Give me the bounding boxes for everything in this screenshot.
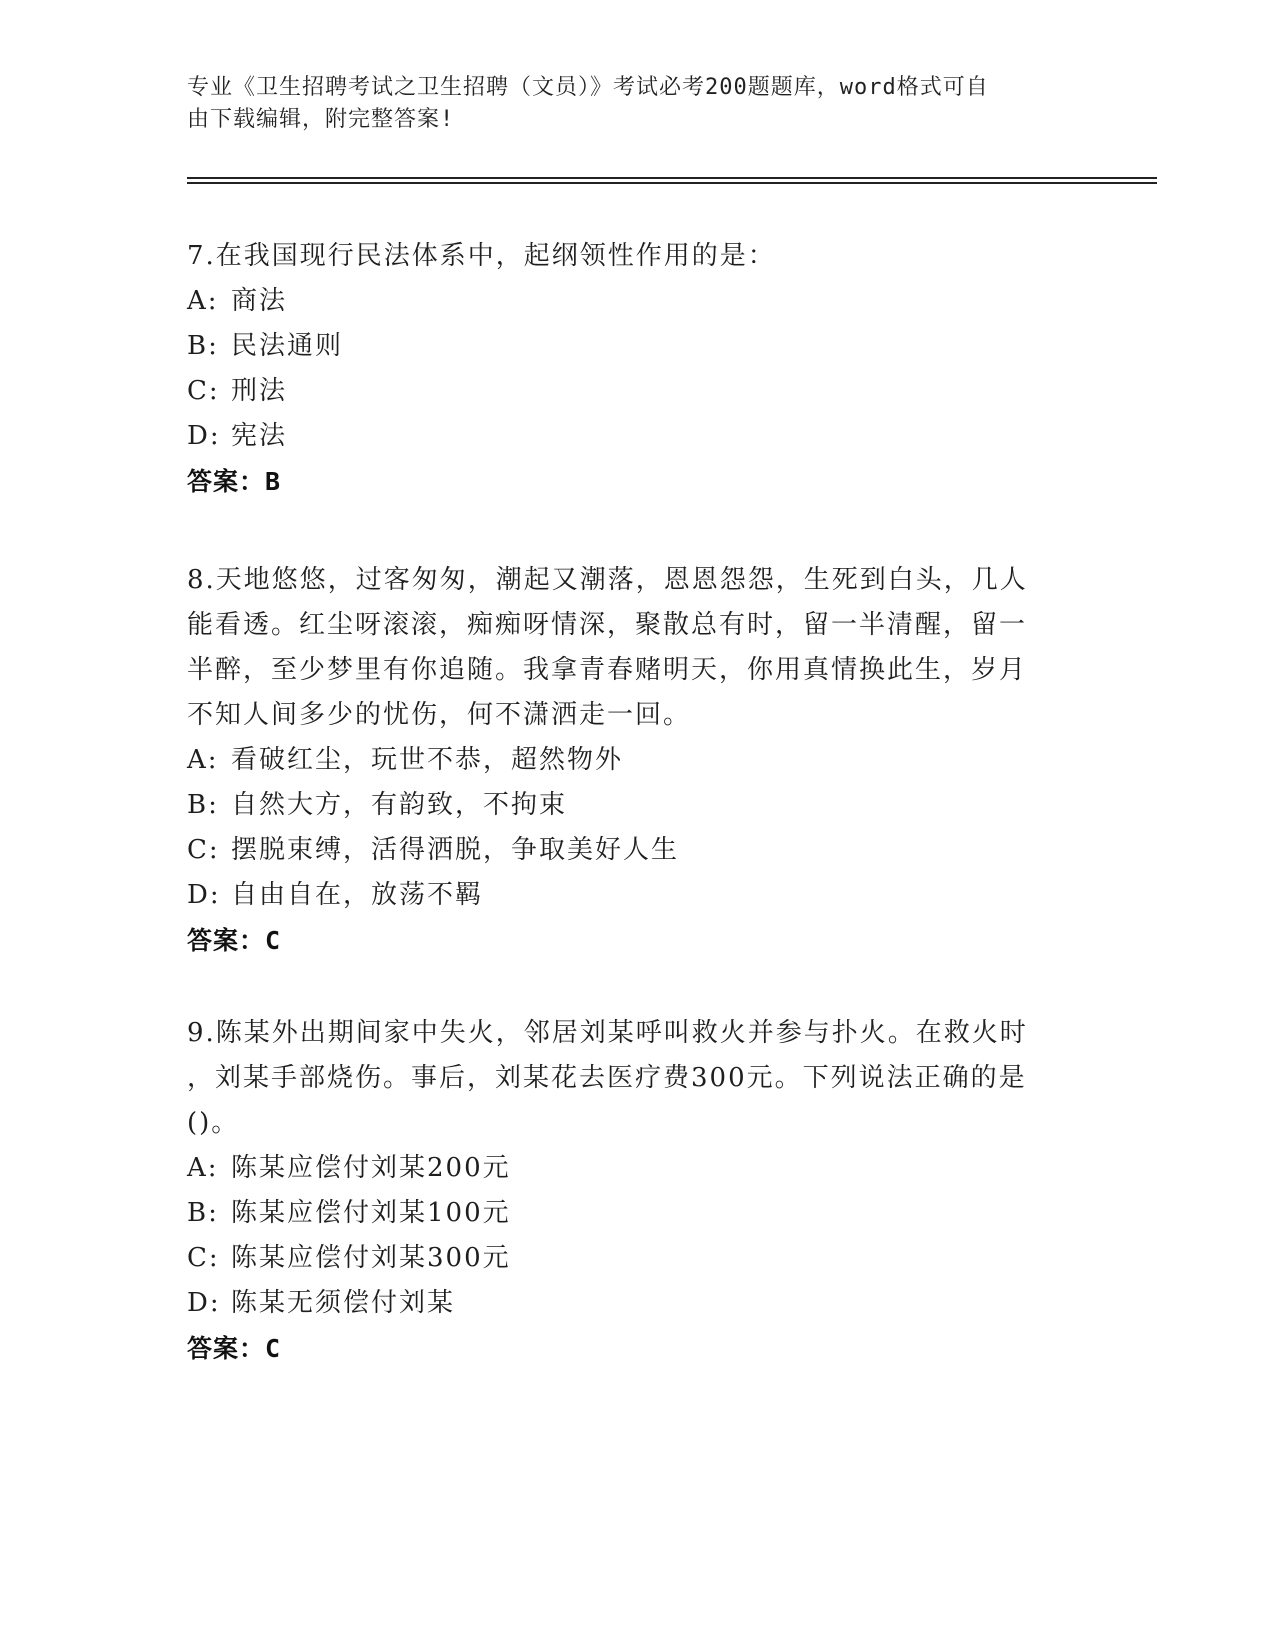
option-letter: D: bbox=[187, 421, 221, 451]
header-line-2: 由下载编辑，附完整答案! bbox=[187, 107, 455, 132]
option-letter: C: bbox=[187, 1243, 220, 1273]
option-letter: B: bbox=[187, 790, 219, 820]
question-8 bbox=[187, 558, 1067, 963]
document-header bbox=[187, 72, 1067, 136]
option-d bbox=[187, 873, 1067, 918]
option-b bbox=[187, 783, 1067, 828]
option-text: 陈某应偿付刘某100元 bbox=[231, 1198, 511, 1228]
option-d bbox=[187, 414, 1067, 459]
answer-label: 答案：B bbox=[187, 467, 282, 496]
question-line: ，刘某手部烧伤。事后，刘某花去医疗费300元。下列说法正确的是 bbox=[187, 1063, 1027, 1093]
option-b bbox=[187, 324, 1067, 369]
question-text bbox=[187, 1011, 1067, 1146]
option-text: 自然大方，有韵致，不拘束 bbox=[231, 790, 568, 820]
option-text: 刑法 bbox=[231, 376, 288, 406]
option-text: 陈某无须偿付刘某 bbox=[231, 1288, 456, 1318]
option-letter: C: bbox=[187, 376, 220, 406]
header-line-1: 专业《卫生招聘考试之卫生招聘（文员）》考试必考200题题库，word格式可自 bbox=[187, 75, 989, 100]
option-d bbox=[187, 1281, 1067, 1326]
question-line: 半醉，至少梦里有你追随。我拿青春赌明天，你用真情换此生，岁月 bbox=[187, 655, 1028, 685]
option-text: 自由自在，放荡不羁 bbox=[231, 880, 484, 910]
question-line: 8.天地悠悠，过客匆匆，潮起又潮落，恩恩怨怨，生死到白头，几人 bbox=[187, 565, 1028, 595]
option-text: 看破红尘，玩世不恭，超然物外 bbox=[231, 745, 624, 775]
option-c bbox=[187, 1236, 1067, 1281]
option-letter: A: bbox=[187, 1153, 219, 1183]
header-divider-top bbox=[187, 177, 1157, 179]
option-letter: C: bbox=[187, 835, 220, 865]
option-text: 陈某应偿付刘某300元 bbox=[231, 1243, 511, 1273]
question-line: 9.陈某外出期间家中失火，邻居刘某呼叫救火并参与扑火。在救火时 bbox=[187, 1018, 1028, 1048]
option-letter: A: bbox=[187, 745, 219, 775]
question-line: ()。 bbox=[187, 1108, 240, 1138]
option-a bbox=[187, 738, 1067, 783]
question-text bbox=[187, 234, 1067, 279]
option-c bbox=[187, 369, 1067, 414]
question-line: 不知人间多少的忧伤，何不潇洒走一回。 bbox=[187, 700, 692, 730]
option-text: 陈某应偿付刘某200元 bbox=[231, 1153, 511, 1183]
option-a bbox=[187, 1146, 1067, 1191]
question-7 bbox=[187, 234, 1067, 504]
option-a bbox=[187, 279, 1067, 324]
option-letter: A: bbox=[187, 286, 219, 316]
question-9 bbox=[187, 1011, 1067, 1371]
header-divider-bottom bbox=[187, 182, 1157, 184]
answer-label: 答案：C bbox=[187, 926, 282, 955]
option-letter: B: bbox=[187, 331, 219, 361]
option-letter: D: bbox=[187, 880, 221, 910]
question-line: 7.在我国现行民法体系中，起纲领性作用的是： bbox=[187, 241, 776, 271]
option-text: 摆脱束缚，活得洒脱，争取美好人生 bbox=[231, 835, 680, 865]
option-text: 民法通则 bbox=[231, 331, 344, 361]
option-c bbox=[187, 828, 1067, 873]
option-letter: B: bbox=[187, 1198, 219, 1228]
answer-label: 答案：C bbox=[187, 1334, 282, 1363]
question-text bbox=[187, 558, 1067, 738]
option-text: 商法 bbox=[231, 286, 288, 316]
question-line: 能看透。红尘呀滚滚，痴痴呀情深，聚散总有时，留一半清醒，留一 bbox=[187, 610, 1028, 640]
option-letter: D: bbox=[187, 1288, 221, 1318]
option-text: 宪法 bbox=[231, 421, 288, 451]
option-b bbox=[187, 1191, 1067, 1236]
